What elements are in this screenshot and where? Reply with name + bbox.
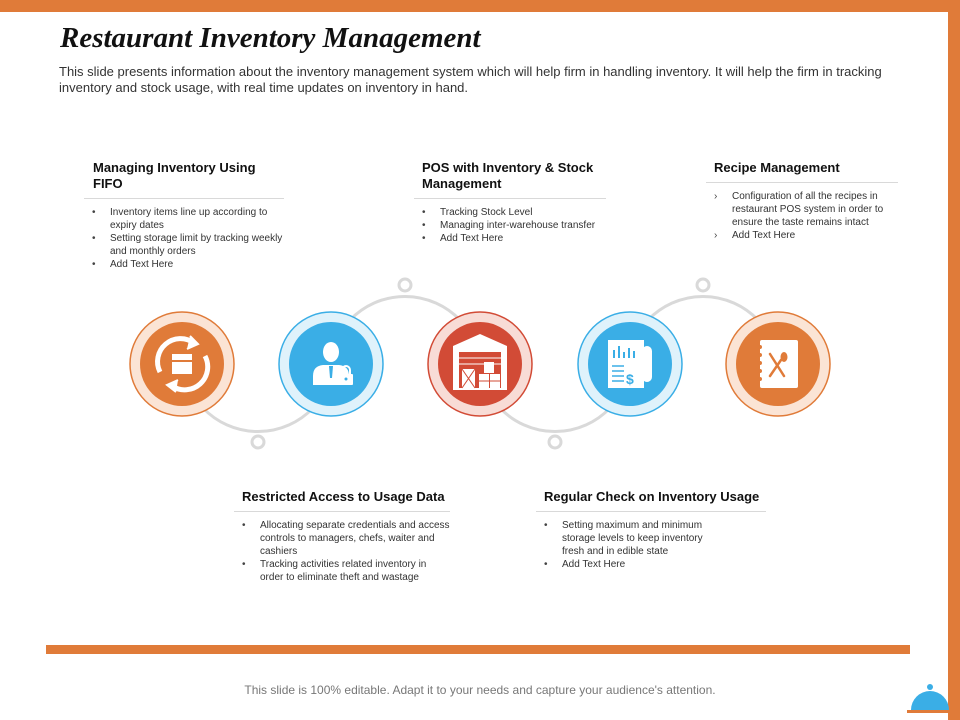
box-fifo-title: Managing Inventory Using FIFO [84,160,284,199]
list-item: › Add Text Here [714,229,898,242]
circle-access [279,312,383,416]
svg-text:$: $ [626,371,634,387]
box-recipe-title: Recipe Management [706,160,898,183]
circle-recipe [726,312,830,416]
report-icon [608,340,652,388]
circle-pos [428,312,532,416]
list-item: • Tracking activities related inventory in order to eliminate theft and wastage [242,558,450,584]
list-item: • Add Text Here [544,558,724,571]
box-access-title: Restricted Access to Usage Data [234,489,450,512]
slide-title: Restaurant Inventory Management [60,22,481,54]
cloche-icon [906,682,952,718]
bottom-accent-bar [46,645,910,654]
box-check-title: Regular Check on Inventory Usage [536,489,766,512]
list-item: • Allocating separate credentials and access controls to managers, chefs, waiter and cashiers [242,519,450,558]
list-item: • Setting storage limit by tracking weekly and monthly orders [92,232,284,258]
list-item: › Configuration of all the recipes in restaurant POS system in order to ensure the taste remains intact [714,190,898,229]
list-item: • Add Text Here [92,258,284,271]
slide-subtitle: This slide presents information about the inventory management system which will help firm in handling inventory. It will help the firm in tracking inventory and stock usage, with real time updates on inventory in hand. [59,64,882,95]
slide-footer: This slide is 100% editable. Adapt it to your needs and capture your audience's attention. [244,683,716,697]
list-item: • Setting maximum and minimum storage levels to keep inventory fresh and in edible state [544,519,724,558]
list-item: • Inventory items line up according to expiry dates [92,206,284,232]
recipe-book-icon [758,340,798,388]
circle-fifo [130,312,234,416]
list-item: • Managing inter-warehouse transfer [422,219,606,232]
list-item: • Add Text Here [422,232,606,245]
box-pos-title: POS with Inventory & Stock Management [414,160,606,199]
circle-check [578,312,682,416]
list-item: • Tracking Stock Level [422,206,606,219]
